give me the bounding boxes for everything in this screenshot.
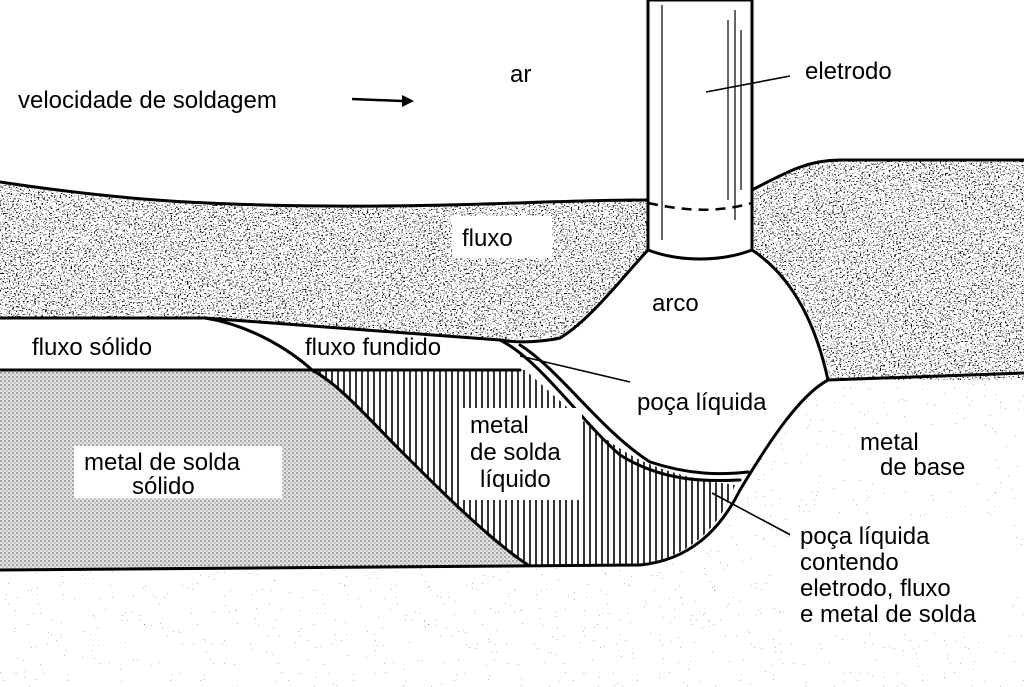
arc-label: arco [652,290,699,317]
solid-weld-metal-line-1: metal de solda [84,449,241,476]
liquid-weld-metal-line-3: líquido [480,466,551,493]
flux-region [0,150,1024,390]
flux-label: fluxo [462,225,513,252]
pool-containing-line-4: e metal de solda [800,601,977,628]
liquid-pool-label: poça líquida [637,389,767,416]
molten-flux-label: fluxo fundido [305,334,442,361]
welding-speed-label: velocidade de soldagem [18,87,277,114]
pool-containing-line-2: contendo [800,549,899,576]
liquid-weld-metal-line-1: metal [470,412,529,439]
solid-flux-label: fluxo sólido [32,334,153,361]
solid-weld-metal-line-2: sólido [132,473,195,500]
welding-direction-arrow-icon [352,95,414,107]
liquid-weld-metal-line-2: de solda [470,439,561,466]
base-metal-line-1: metal [860,429,919,456]
electrode-label: eletrodo [805,58,892,85]
air-label: ar [510,61,532,88]
base-metal-line-2: de base [880,454,966,481]
pool-containing-line-1: poça líquida [800,523,930,550]
pool-containing-line-3: eletrodo, fluxo [800,575,951,602]
